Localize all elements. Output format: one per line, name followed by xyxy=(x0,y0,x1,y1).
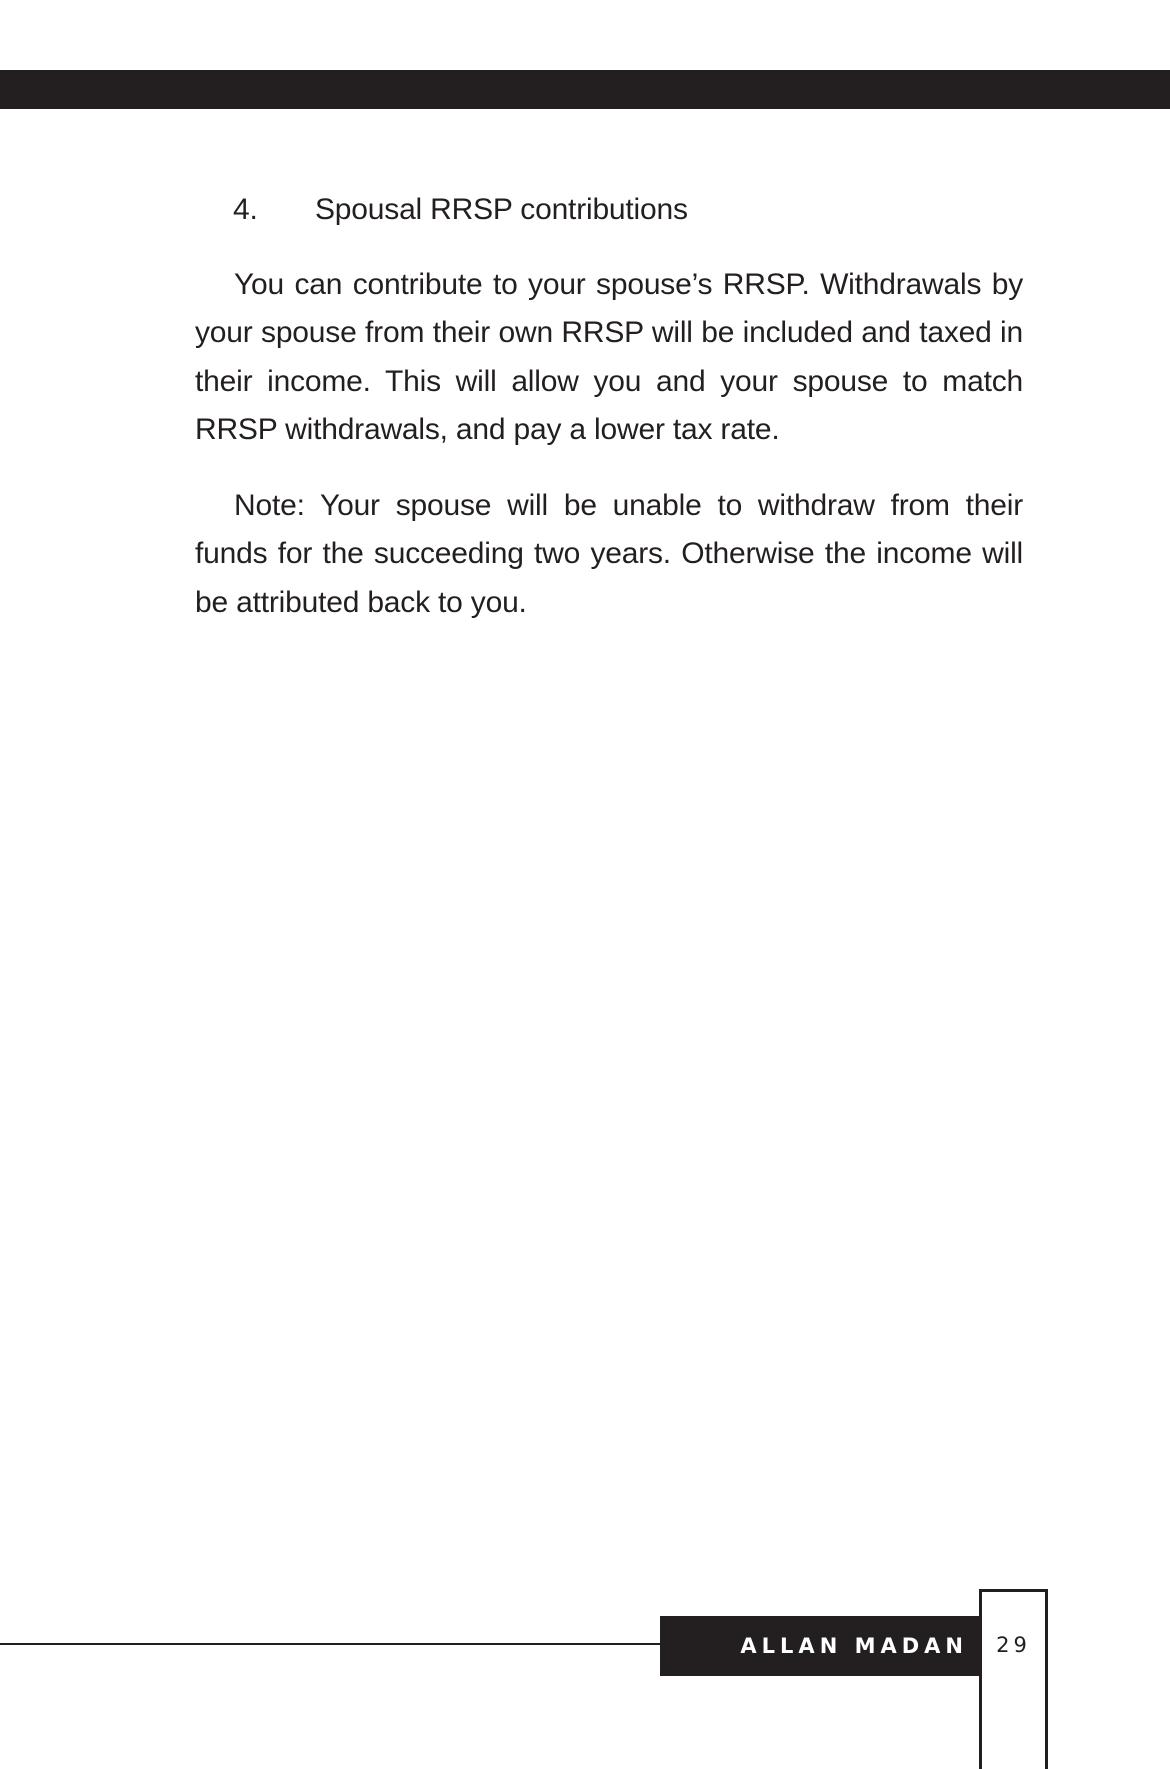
page-number-box xyxy=(979,1589,1048,1769)
section-heading xyxy=(195,186,1023,235)
header-bar xyxy=(0,70,1170,109)
section-number: 4. xyxy=(233,193,258,226)
section-title: Spousal RRSP contributions xyxy=(315,193,688,226)
paragraph-spousal-contribution: You can contribute to your spouse’s RRSP. Withdrawals by your spouse from their own RRSP will be included and taxed in their income. This will allow you and your spouse to match RRSP withdrawals, and pay a lower tax rate. xyxy=(195,267,1023,446)
page-number: 29 xyxy=(996,1633,1031,1657)
footer-rule xyxy=(0,1643,662,1645)
footer-author: ALLAN MADAN xyxy=(740,1634,968,1658)
footer-band xyxy=(660,1616,980,1676)
page-body xyxy=(195,186,1023,654)
paragraph-note: Note: Your spouse will be unable to withdraw from their funds for the succeeding two years. Otherwise the income will be attributed back to you. xyxy=(195,488,1023,619)
